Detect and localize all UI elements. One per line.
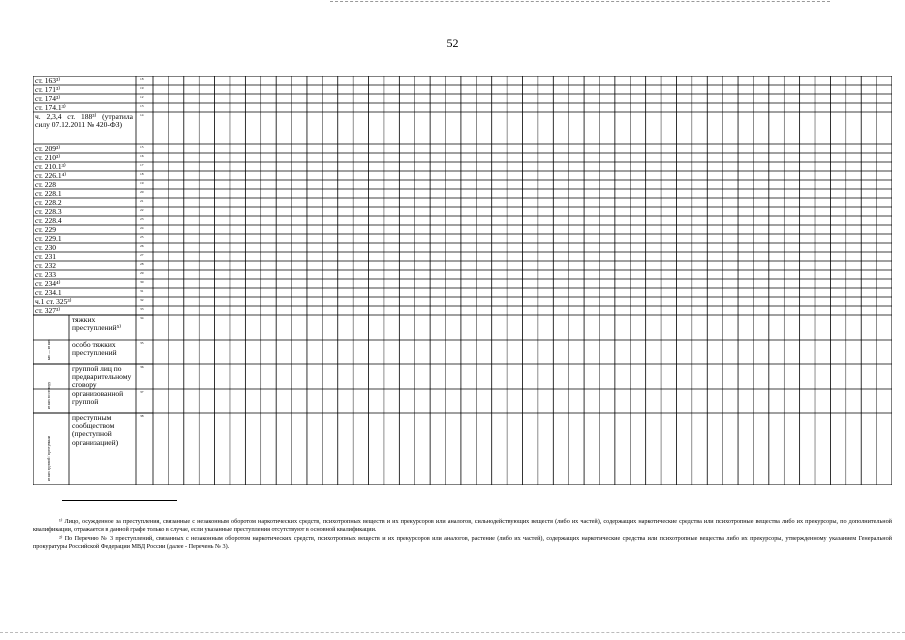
row-label: ст. 174.1³⁾	[35, 102, 66, 112]
top-dashed-rule	[330, 1, 830, 2]
statistics-table	[33, 76, 892, 485]
row-label: ст. 210³⁾	[35, 152, 61, 162]
group-row-label: преступным сообществом (преступной организацией)	[72, 413, 119, 447]
row-label: ст. 327³⁾	[35, 305, 61, 315]
vertical-group-label: из них по сговору	[47, 381, 51, 409]
row-label: ст. 231	[35, 251, 57, 261]
row-number: 26	[140, 244, 144, 248]
row-label: ст. 171³⁾	[35, 84, 61, 94]
row-number: 19	[140, 181, 144, 185]
row-number: 18	[140, 172, 144, 176]
row-number: 30	[140, 280, 144, 284]
row-number: 32	[140, 298, 144, 302]
row-label: ст. 228.2	[35, 197, 62, 207]
page-number: 52	[446, 36, 459, 50]
row-label: ст. 228	[35, 179, 57, 189]
row-label: ст. 174³⁾	[35, 93, 61, 103]
row-number: 27	[140, 253, 144, 257]
row-number: 23	[140, 217, 144, 221]
row-label: ст. 226.1⁴⁾	[35, 170, 67, 180]
row-number: 28	[140, 262, 144, 266]
row-number: 17	[140, 163, 144, 167]
row-number: 29	[140, 271, 144, 275]
row-number: 12	[140, 95, 144, 99]
row-number: 13	[140, 104, 144, 108]
vertical-group-label: из них группой / преступным	[47, 435, 51, 481]
row-label: ст. 228.4	[35, 215, 62, 225]
row-label: ст. 210.1³⁾	[35, 161, 66, 171]
group-row-label: особо тяжких преступлений	[72, 340, 117, 358]
row-number: 14	[140, 113, 144, 117]
row-number: 31	[140, 289, 144, 293]
row-number: 38	[140, 414, 144, 418]
row-number: 19	[140, 86, 144, 90]
row-label: ст. 233	[35, 269, 57, 279]
row-number: 15	[140, 145, 144, 149]
footnote-2: ²⁾ По Перечню № 3 преступлений, связанных с незаконным оборотом наркотических средств, психотропных веществ и их прекурсоров или аналогов, растение (либо их частей), содержащих наркотические средства или психотропные вещества либо их прекурсоры, утвержденному указанием Генеральной прокуратуры Российской Федерации МВД России (далее - Перечень № 3).	[33, 534, 892, 550]
row-label: ст. 234⁴⁾	[35, 278, 61, 288]
row-label: ст. 232	[35, 260, 57, 270]
row-label: ст. 228.1	[35, 188, 62, 198]
row-number: 24	[140, 226, 144, 230]
row-number: 34	[140, 316, 144, 320]
group-row-label: группой лиц по предварительному сговору	[72, 364, 132, 390]
row-label: ст. 228.3	[35, 206, 62, 216]
row-label: ч. 2,3,4 ст. 188³⁾ (утратила силу 07.12.2011 № 420-ФЗ)	[35, 111, 133, 129]
row-label: ч.1 ст. 325³⁾	[35, 296, 72, 306]
row-label: ст. 234.1	[35, 287, 62, 297]
row-number: 20	[140, 190, 144, 194]
row-label: ст. 229.1	[35, 233, 62, 243]
row-label: ст. 229	[35, 224, 57, 234]
row-label: ст. 230	[35, 242, 57, 252]
row-number: 33	[140, 307, 144, 311]
row-number: 21	[140, 199, 144, 203]
row-number: 37	[140, 390, 144, 394]
vertical-group-label: кат. — из них	[47, 339, 51, 360]
group-row-label: тяжких преступлений⁵⁾	[72, 315, 122, 333]
footnotes	[33, 518, 892, 551]
row-label: ст. 163³⁾	[35, 75, 61, 85]
footnote-1: ¹⁾ Лицо, осужденное за преступления, связанные с незаконным оборотом наркотических средств, психотропных веществ и их прекурсоров или аналогов, сильнодействующих веществ (либо их частей), содержащих наркотические средства или психотропные вещества либо их прекурсоры, по дополнительной квалификации, отражается в данной графе только в случае, если указанные преступления отсутствуют в основной квалификации.	[33, 518, 892, 534]
bottom-dashed-rule	[0, 632, 905, 633]
row-number: 25	[140, 235, 144, 239]
row-number: 16	[140, 154, 144, 158]
row-number: 35	[140, 341, 144, 345]
row-number: 36	[140, 365, 144, 369]
row-number: 22	[140, 208, 144, 212]
row-number: 18	[140, 77, 144, 81]
row-label: ст. 209³⁾	[35, 143, 61, 153]
group-row-label: организованной группой	[72, 389, 124, 407]
table-grid-lines	[33, 76, 892, 485]
footnote-rule	[62, 500, 177, 501]
